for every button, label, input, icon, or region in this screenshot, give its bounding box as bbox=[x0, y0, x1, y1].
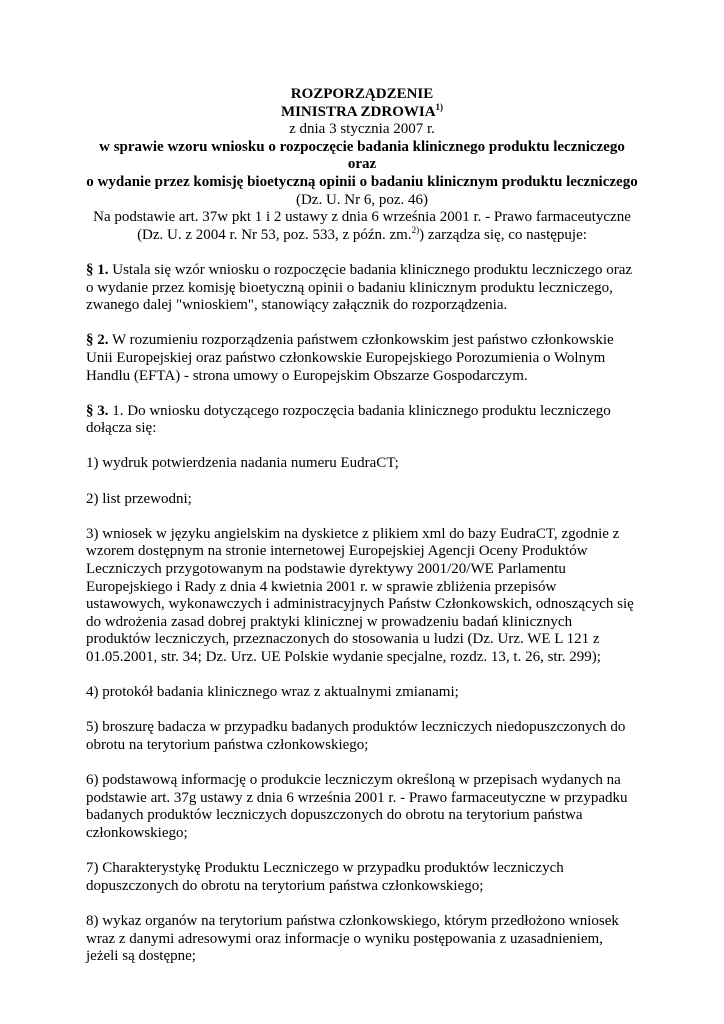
section-2-text: W rozumieniu rozporządzenia państwem członkowskim jest państwo członkowskie Unii Europejskiej oraz państwo członkowskie Europejskiego Porozumienia o Wolnym Handlu (EFTA) - strona umowy o Europejskim Obszarze Gospodarczym. bbox=[86, 332, 614, 384]
document-title: ROZPORZĄDZENIE bbox=[290, 86, 434, 102]
document-subject-line-1: w sprawie wzoru wniosku o rozpoczęcie badania klinicznego produktu leczniczego oraz bbox=[99, 138, 625, 173]
list-item-3: 3) wniosek w języku angielskim na dyskietce z plikiem xml do bazy EudraCT, zgodnie z wzorem dostępnym na stronie internetowej Europejskiej Agencji Oceny Produktów Leczniczych przygotowanym na podstawie dyrektywy 2001/20/WE Parlamentu Europejskiego i Rady z dnia 4 kwietnia 2001 r. w sprawie zbliżenia przepisów ustawowych, wykonawczych i administracyjnych Państw Członkowskich, odnoszących się do wdrożenia zasad dobrej praktyki klinicznej w prowadzeniu badań klinicznych produktów leczniczych, przeznaczonych do stosowania u ludzi (Dz. Urz. WE L 121 z 01.05.2001, str. 34; Dz. Urz. UE Polskie wydanie specjalne, rozdz. 13, t. 26, str. 299); bbox=[86, 525, 634, 665]
section-1-text: Ustala się wzór wniosku o rozpoczęcie badania klinicznego produktu leczniczego oraz o wydanie przez komisję bioetyczną opinii o badaniu klinicznym produktu leczniczego, zwanego dalej "wnioskiem", stanowiący załącznik do rozporządzenia. bbox=[86, 261, 633, 314]
legal-basis-line-2 bbox=[86, 224, 638, 245]
legal-basis-line-1: Na podstawie art. 37w pkt 1 i 2 ustawy z dnia 6 września 2001 r. - Prawo farmaceutyczne bbox=[93, 209, 631, 226]
section-1-label: § 1. bbox=[86, 261, 109, 278]
issuing-authority bbox=[86, 101, 638, 122]
list-item-2: 2) list przewodni; bbox=[86, 490, 192, 507]
list-item-1: 1) wydruk potwierdzenia nadania numeru EudraCT; bbox=[86, 455, 399, 472]
list-item-6: 6) podstawową informację o produkcie leczniczym określoną w przepisach wydanych na podstawie art. 37g ustawy z dnia 6 września 2001 r. - Prawo farmaceutyczne w przypadku badanych produktów leczniczych dopuszczonych do obrotu na terytorium państwa członkowskiego; bbox=[86, 772, 628, 841]
legal-basis-text: (Dz. U. z 2004 r. Nr 53, poz. 533, z późn. zm. bbox=[137, 226, 412, 243]
footnote-ref-2: 2) bbox=[411, 224, 420, 235]
section-1 bbox=[86, 262, 638, 315]
section-3-label: § 3. bbox=[86, 402, 109, 419]
document-subject-line-2: o wydanie przez komisję bioetyczną opinii o badaniu klinicznym produktu leczniczego bbox=[86, 173, 638, 190]
document-date: z dnia 3 stycznia 2007 r. bbox=[289, 121, 435, 138]
section-3-text: 1. Do wniosku dotyczącego rozpoczęcia badania klinicznego produktu leczniczego dołącza się: bbox=[86, 402, 611, 437]
section-2-label: § 2. bbox=[86, 332, 109, 349]
publication-reference: (Dz. U. Nr 6, poz. 46) bbox=[295, 191, 429, 208]
footnote-ref-1: 1) bbox=[435, 101, 444, 112]
list-item-5: 5) broszurę badacza w przypadku badanych produktów leczniczych niedopuszczonych do obrotu na terytorium państwa członkowskiego; bbox=[86, 719, 626, 753]
list-item-8: 8) wykaz organów na terytorium państwa członkowskiego, którym przedłożono wniosek wraz z danymi adresowymi oraz informacje o wyniku postępowania z uzasadnieniem, jeżeli są dostępne; bbox=[86, 912, 619, 965]
section-3 bbox=[86, 403, 638, 438]
list-item-7: 7) Charakterystykę Produktu Leczniczego w przypadku produktów leczniczych dopuszczonych do obrotu na terytorium państwa członkowskiego; bbox=[86, 860, 564, 894]
section-2 bbox=[86, 332, 638, 385]
legal-basis-tail: ) zarządza się, co następuje: bbox=[419, 226, 587, 243]
list-item-4: 4) protokół badania klinicznego wraz z aktualnymi zmianami; bbox=[86, 684, 459, 701]
authority-text: MINISTRA ZDROWIA bbox=[280, 103, 436, 120]
document-header bbox=[86, 86, 638, 244]
